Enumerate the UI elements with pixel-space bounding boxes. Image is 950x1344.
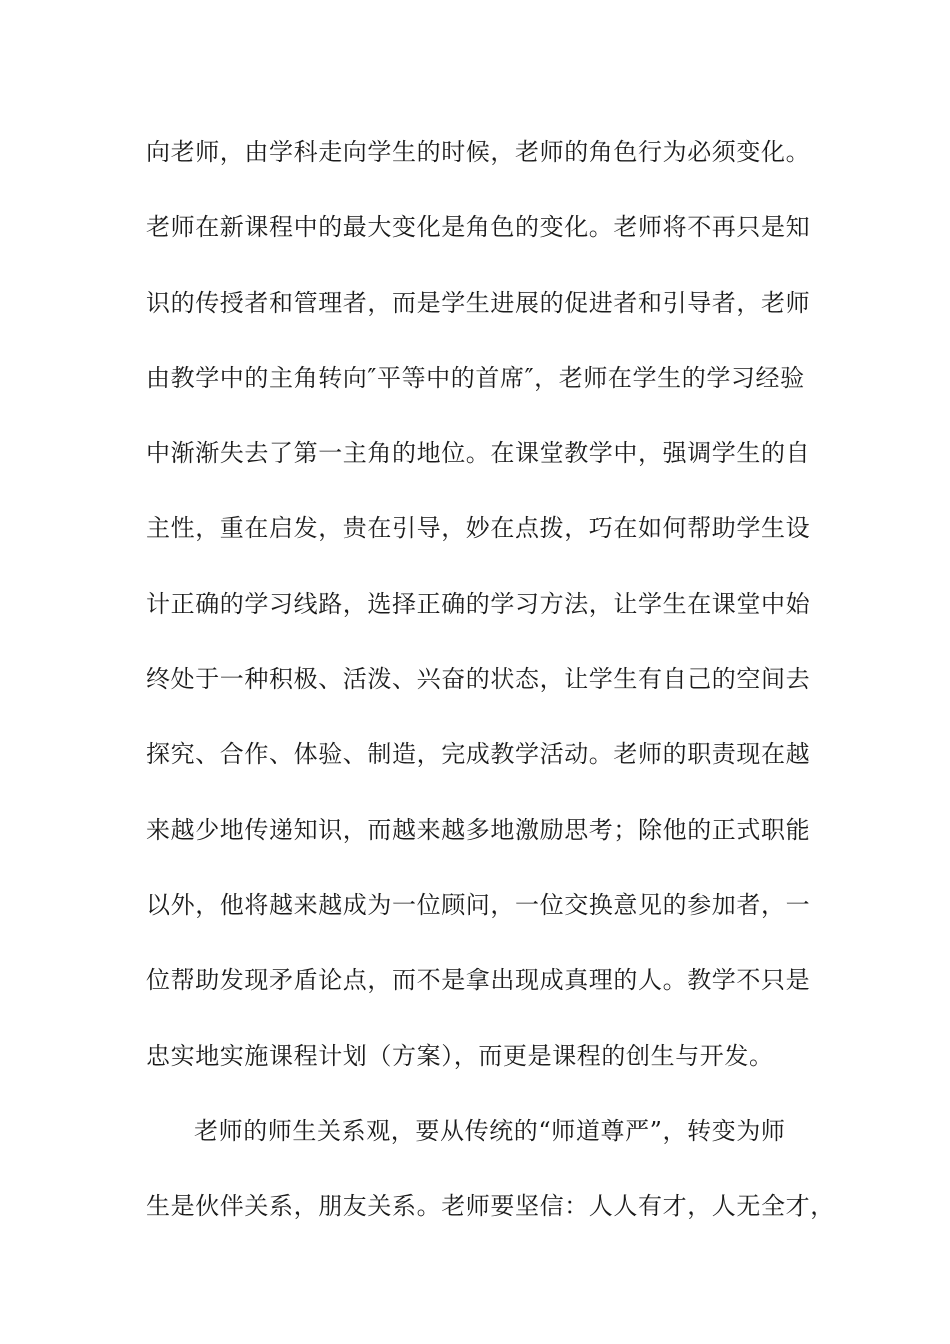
text-line-5: 中渐渐失去了第一主角的地位。在课堂教学中，强调学生的自 [146, 439, 811, 468]
text-line-14-paragraph-start: 老师的师生关系观，要从传统的“师道尊严”，转变为师 [194, 1116, 786, 1145]
text-line-6: 主性，重在启发，贵在引导，妙在点拨，巧在如何帮助学生设 [146, 514, 811, 543]
text-line-2: 老师在新课程中的最大变化是角色的变化。老师将不再只是知 [146, 213, 811, 242]
text-line-3: 识的传授者和管理者，而是学生进展的促进者和引导者，老师 [146, 288, 811, 317]
text-line-13: 忠实地实施课程计划（方案），而更是课程的创生与开发。 [146, 1041, 774, 1070]
text-line-9: 探究、合作、体验、制造，完成教学活动。老师的职责现在越 [146, 740, 811, 769]
text-line-11: 以外，他将越来越成为一位顾问，一位交换意见的参加者，一 [146, 890, 811, 919]
text-line-1: 向老师，由学科走向学生的时候，老师的角色行为必须变化。 [146, 138, 811, 166]
body-text [146, 128, 835, 1257]
text-line-15: 生是伙伴关系，朋友关系。老师要坚信：人人有才，人无全才， [146, 1192, 835, 1221]
text-line-12: 位帮助发现矛盾论点，而不是拿出现成真理的人。教学不只是 [146, 966, 811, 995]
text-line-7: 计正确的学习线路，选择正确的学习方法，让学生在课堂中始 [146, 589, 811, 618]
text-line-10: 来越少地传递知识，而越来越多地激励思考；除他的正式职能 [146, 815, 811, 844]
text-line-4: 由教学中的主角转向″平等中的首席″，老师在学生的学习经验 [146, 363, 805, 392]
text-line-8: 终处于一种积极、活泼、兴奋的状态，让学生有自己的空间去 [146, 665, 811, 694]
